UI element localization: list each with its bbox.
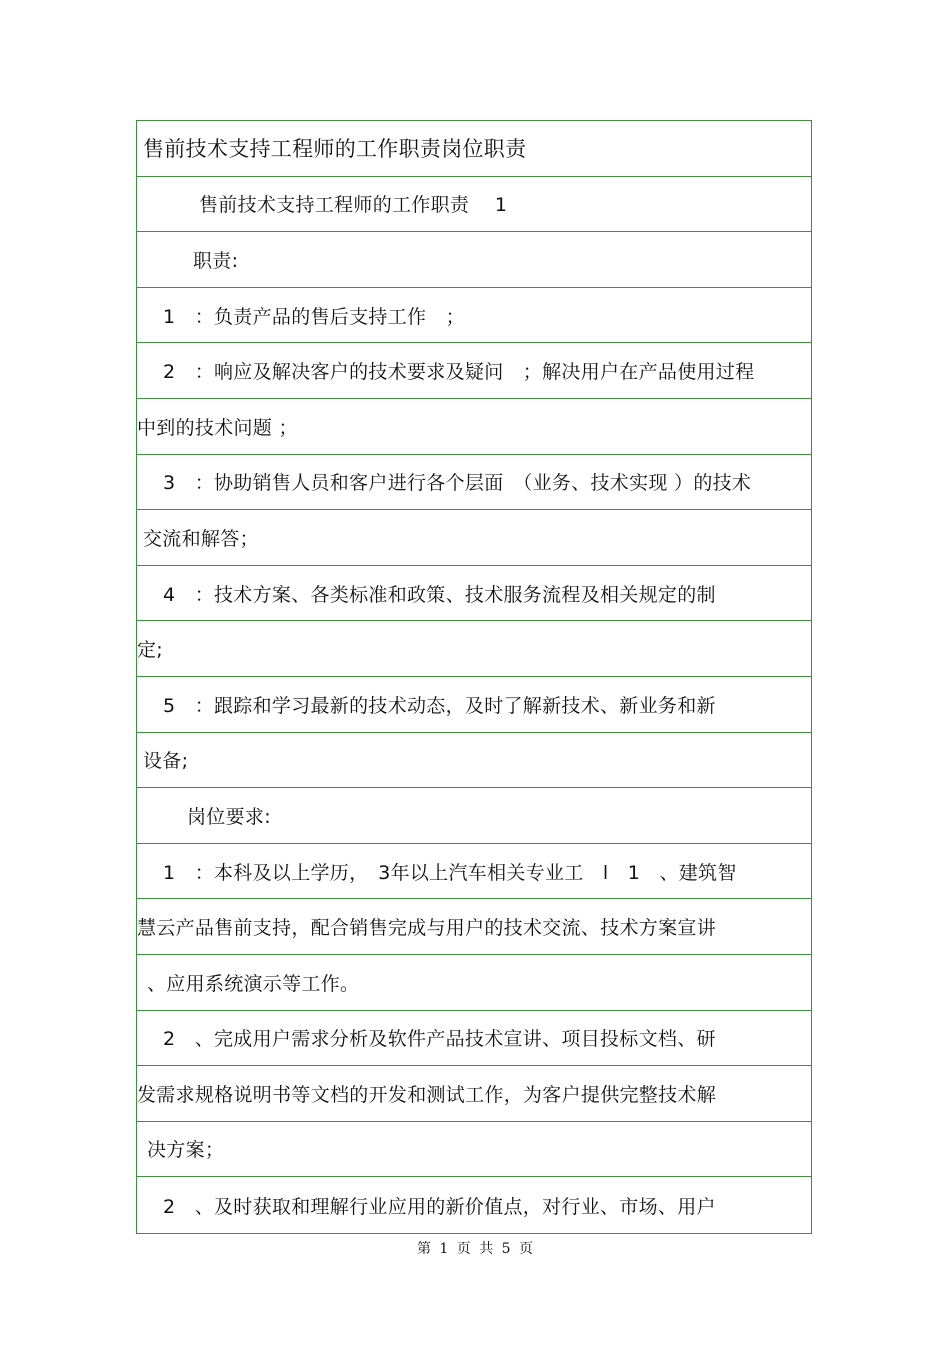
row-text: 慧云产品售前支持，配合销售完成与用户的技术交流、技术方案宣讲 <box>137 917 717 940</box>
row-text: 3 ：协助销售人员和客户进行各个层面 （业务、技术实现 ）的技术 <box>163 472 752 495</box>
table-row <box>137 1011 811 1067</box>
row-text: 1 ：负责产品的售后支持工作 ； <box>163 305 465 328</box>
table-row <box>137 455 811 511</box>
row-text: 售前技术支持工程师的工作职责 1 <box>199 194 508 217</box>
row-text: 、应用系统演示等工作。 <box>147 972 360 995</box>
table-row <box>137 510 811 566</box>
row-text: 设备; <box>143 750 189 773</box>
table-row <box>137 1177 811 1233</box>
row-text: 2 、完成用户需求分析及软件产品技术宣讲、项目投标文档、研 <box>163 1028 716 1051</box>
table-row <box>137 733 811 789</box>
row-text: 5 ：跟踪和学习最新的技术动态，及时了解新技术、新业务和新 <box>163 694 716 717</box>
table-row <box>137 1122 811 1178</box>
table-row <box>137 899 811 955</box>
table-row <box>137 177 811 233</box>
document-table <box>136 120 812 1234</box>
row-text: 决方案； <box>147 1139 225 1162</box>
row-text: 交流和解答； <box>143 527 259 550</box>
table-row <box>137 1066 811 1122</box>
table-row <box>137 788 811 844</box>
row-text: 2 、及时获取和理解行业应用的新价值点，对行业、市场、用户 <box>163 1195 716 1218</box>
row-text: 中到的技术问题 ； <box>137 416 298 439</box>
table-row <box>137 288 811 344</box>
document-title: 售前技术支持工程师的工作职责岗位职责 <box>143 137 527 162</box>
table-row <box>137 343 811 399</box>
row-text: 发需求规格说明书等文档的开发和测试工作，为客户提供完整技术解 <box>137 1083 717 1106</box>
row-text: 定; <box>137 639 164 662</box>
row-text: 4 ：技术方案、各类标准和政策、技术服务流程及相关规定的制 <box>163 583 716 606</box>
row-text: 职责: <box>193 249 239 272</box>
row-text: 1 ：本科及以上学历， 3年以上汽车相关专业工 l 1 、建筑智 <box>163 861 737 884</box>
table-row <box>137 677 811 733</box>
table-row <box>137 566 811 622</box>
table-row <box>137 955 811 1011</box>
document-title-row <box>137 121 811 177</box>
row-text: 岗位要求: <box>187 805 271 828</box>
table-row <box>137 399 811 455</box>
page-number-footer: 第 1 页 共 5 页 <box>416 1241 534 1257</box>
row-text: 2 ：响应及解决客户的技术要求及疑问 ；解决用户在产品使用过程 <box>163 361 755 384</box>
table-row <box>137 621 811 677</box>
table-row <box>137 844 811 900</box>
table-row <box>137 232 811 288</box>
